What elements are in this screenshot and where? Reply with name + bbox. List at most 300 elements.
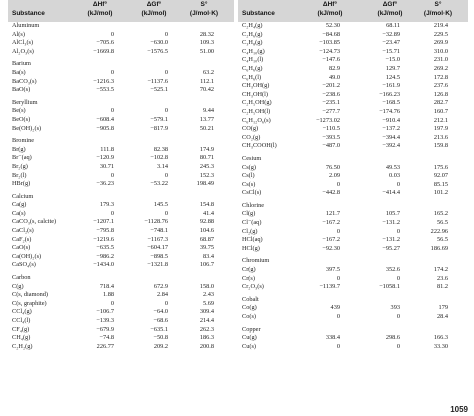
enthalpy-cell: 0	[336, 227, 340, 235]
gibbs-cell: 49.53	[385, 163, 400, 171]
substance-cell: Cr(g)	[242, 266, 256, 274]
header-entropy-unit: (J/mol·K)	[189, 10, 219, 17]
entropy-cell: 200.8	[199, 342, 214, 350]
section-heading	[238, 296, 468, 305]
substance-cell: C₂H₆(g)	[242, 30, 263, 38]
table-row	[238, 48, 468, 57]
entropy-cell: 165.2	[433, 210, 448, 218]
table-row	[8, 210, 234, 219]
element-name: Chlorine	[242, 201, 265, 209]
enthalpy-cell: −1216.3	[93, 77, 114, 85]
table-row	[8, 146, 234, 155]
substance-cell: Cr(s)	[242, 274, 255, 282]
gibbs-cell: −635.1	[150, 325, 168, 333]
entropy-cell: 166.3	[433, 334, 448, 342]
table-row	[8, 326, 234, 335]
table-row	[238, 334, 468, 343]
table-row	[8, 291, 234, 300]
gibbs-cell: 68.11	[386, 22, 400, 29]
enthalpy-cell: 49.0	[328, 73, 340, 81]
gibbs-cell: −1128.76	[144, 218, 168, 226]
enthalpy-cell: 439	[330, 304, 340, 312]
element-name: Carbon	[12, 274, 31, 282]
entropy-cell: 56.5	[436, 219, 448, 227]
gibbs-cell: −68.6	[153, 317, 168, 324]
entropy-cell: 9.44	[202, 107, 214, 115]
gibbs-cell: −131.2	[382, 236, 400, 244]
enthalpy-cell: 338.4	[325, 334, 340, 342]
table-row	[8, 244, 234, 253]
entropy-cell: 222.96	[430, 227, 448, 235]
entropy-cell: 154.8	[199, 201, 214, 209]
substance-cell: C₂H₄(g)	[242, 22, 263, 29]
entropy-cell: 159.8	[433, 142, 448, 150]
substance-cell: C₄H₁₀(g)	[242, 47, 265, 55]
entropy-cell: 13.77	[199, 115, 214, 123]
substance-cell: C₄H₁₀(l)	[242, 56, 264, 64]
table-row	[8, 236, 234, 245]
enthalpy-cell: −635.5	[96, 244, 114, 252]
entropy-cell: 245.3	[199, 162, 214, 170]
table-row	[238, 142, 468, 151]
entropy-cell: 179	[438, 304, 448, 312]
gibbs-cell: 0	[164, 68, 168, 76]
gibbs-cell: −137.2	[382, 125, 400, 133]
table-row	[8, 180, 234, 189]
entropy-cell: 126.8	[433, 90, 448, 98]
substance-cell: C(g)	[12, 282, 24, 290]
substance-cell: HCl(aq)	[242, 236, 263, 244]
table-body	[8, 22, 234, 351]
header-substance: Substance	[12, 10, 45, 17]
gibbs-cell: 0	[164, 209, 168, 217]
substance-cell: HBr(g)	[12, 180, 31, 188]
substance-cell: Br₂(g)	[12, 162, 28, 170]
table-body	[238, 22, 468, 351]
table-row	[8, 39, 234, 48]
table-row	[8, 201, 234, 210]
section-heading	[238, 202, 468, 211]
substance-cell: C(s, diamond)	[12, 291, 49, 299]
gibbs-cell: 2.84	[156, 291, 168, 299]
table-row	[8, 261, 234, 270]
section-heading	[8, 193, 234, 202]
substance-cell: CaCl₂(s)	[12, 227, 34, 235]
substance-cell: Co(s)	[242, 313, 256, 320]
table-row	[238, 22, 468, 31]
section-heading	[8, 274, 234, 283]
substance-cell: C(s, graphite)	[12, 299, 47, 307]
table-row	[8, 163, 234, 172]
enthalpy-cell: −120.9	[96, 154, 114, 162]
table-row	[8, 69, 234, 78]
substance-cell: CH₃COOH(l)	[242, 142, 277, 150]
enthalpy-cell: −110.5	[322, 125, 340, 133]
entropy-cell: 219.4	[433, 22, 448, 29]
table-row	[8, 317, 234, 326]
gibbs-cell: −910.4	[382, 116, 400, 124]
table-row	[8, 334, 234, 343]
element-name: Cesium	[242, 154, 262, 162]
entropy-cell: 51.00	[199, 47, 214, 55]
thermo-table-right	[238, 0, 468, 402]
gibbs-cell: 672.9	[153, 282, 168, 290]
substance-cell: Al₂O₃(s)	[12, 47, 34, 55]
enthalpy-cell: −147.6	[322, 56, 340, 64]
entropy-cell: 28.4	[436, 313, 448, 320]
enthalpy-cell: 0	[110, 68, 114, 76]
entropy-cell: 237.6	[433, 82, 448, 90]
enthalpy-cell: −74.8	[99, 334, 114, 342]
entropy-cell: 101.2	[433, 189, 448, 197]
entropy-cell: 104.6	[199, 227, 214, 235]
substance-cell: BaO(s)	[12, 86, 31, 94]
gibbs-cell: 0.03	[388, 172, 400, 180]
table-row	[238, 74, 468, 83]
gibbs-cell: −102.8	[150, 154, 168, 162]
entropy-cell: 269.9	[433, 39, 448, 47]
entropy-cell: 152.3	[199, 171, 214, 179]
substance-cell: Ba(s)	[12, 68, 26, 76]
entropy-cell: 85.15	[433, 180, 448, 188]
enthalpy-cell: 0	[336, 313, 340, 320]
enthalpy-cell: 111.8	[100, 145, 114, 153]
enthalpy-cell: 226.77	[96, 342, 114, 350]
substance-cell: Be(OH)₂(s)	[12, 124, 42, 132]
header-entropy-unit: (J/mol·K)	[423, 10, 453, 17]
gibbs-cell: 352.6	[385, 266, 400, 274]
substance-cell: Cs(s)	[242, 180, 256, 188]
substance-cell: Al(s)	[12, 30, 25, 38]
substance-cell: BaCO₃(s)	[12, 77, 37, 85]
enthalpy-cell: 1.88	[102, 291, 114, 299]
header-enthalpy-unit: (kJ/mol)	[87, 10, 113, 17]
header-gibbs-unit: (kJ/mol)	[141, 10, 167, 17]
gibbs-cell: 0	[396, 342, 400, 350]
entropy-cell: 174.9	[199, 145, 214, 153]
enthalpy-cell: −1219.6	[93, 235, 114, 243]
substance-cell: Br(g)	[12, 145, 26, 153]
substance-cell: CF₄(g)	[12, 325, 30, 333]
gibbs-cell: −579.1	[150, 115, 168, 123]
substance-cell: CaCO₃(s, calcite)	[12, 218, 57, 226]
table-row	[8, 283, 234, 292]
table-row	[238, 108, 468, 117]
element-name: Bromine	[12, 137, 35, 145]
table-row	[8, 78, 234, 87]
entropy-cell: 2.43	[202, 291, 214, 299]
gibbs-cell: −23.47	[382, 39, 400, 47]
gibbs-cell: 393	[390, 304, 400, 312]
table-row	[238, 245, 468, 254]
entropy-cell: 262.3	[199, 325, 214, 333]
enthalpy-cell: −92.30	[322, 244, 340, 252]
entropy-cell: 106.7	[199, 261, 214, 269]
entropy-cell: 81.2	[436, 283, 448, 291]
gibbs-cell: 0	[396, 180, 400, 188]
section-heading	[238, 155, 468, 164]
entropy-cell: 41.4	[202, 209, 214, 217]
substance-cell: Ca(OH)₂(s)	[12, 252, 42, 260]
gibbs-cell: −898.5	[150, 252, 168, 260]
substance-cell: Ca(s)	[12, 209, 26, 217]
table-row	[238, 117, 468, 126]
enthalpy-cell: −139.3	[96, 317, 114, 324]
gibbs-cell: 0	[396, 274, 400, 282]
element-name: Calcium	[12, 192, 34, 200]
gibbs-cell: −15.0	[385, 56, 400, 64]
substance-cell: CH₃OH(l)	[242, 90, 268, 98]
substance-cell: AlCl₃(s)	[12, 39, 34, 47]
entropy-cell: 212.1	[433, 116, 448, 124]
enthalpy-cell: 0	[110, 209, 114, 217]
table-row	[238, 236, 468, 245]
enthalpy-cell: 0	[336, 274, 340, 282]
table-row	[238, 56, 468, 65]
enthalpy-cell: −1273.02	[315, 116, 340, 124]
table-row	[238, 164, 468, 173]
gibbs-cell: 0	[164, 299, 168, 307]
enthalpy-cell: −905.8	[96, 124, 114, 132]
substance-cell: C₂H₅OH(g)	[242, 99, 272, 107]
table-row	[238, 91, 468, 100]
enthalpy-cell: 76.50	[325, 163, 340, 171]
gibbs-cell: −166.23	[379, 90, 400, 98]
enthalpy-cell: −1434.0	[93, 261, 114, 269]
section-heading	[8, 22, 234, 31]
gibbs-cell: −1137.6	[147, 77, 168, 85]
table-row	[8, 31, 234, 40]
section-heading	[8, 137, 234, 146]
section-heading	[238, 326, 468, 335]
enthalpy-cell: −124.73	[319, 47, 340, 55]
entropy-cell: 70.42	[199, 86, 214, 94]
entropy-cell: 231.0	[433, 56, 448, 64]
gibbs-cell: −414.4	[382, 189, 400, 197]
enthalpy-cell: −277.7	[322, 107, 340, 115]
table-row	[238, 343, 468, 352]
gibbs-cell: −95.27	[382, 244, 400, 252]
substance-cell: C₃H₈(g)	[242, 39, 263, 47]
entropy-cell: 68.87	[199, 235, 214, 243]
enthalpy-cell: −84.68	[322, 30, 340, 38]
enthalpy-cell: −553.5	[96, 86, 114, 94]
substance-cell: CsCl(s)	[242, 189, 262, 197]
substance-cell: Cu(s)	[242, 342, 256, 350]
entropy-cell: 174.2	[433, 266, 448, 274]
table-row	[8, 218, 234, 227]
substance-cell: Cs(l)	[242, 172, 255, 180]
substance-cell: CaF₂(s)	[12, 235, 32, 243]
gibbs-cell: −15.71	[382, 47, 400, 55]
gibbs-cell: −53.22	[150, 180, 168, 188]
enthalpy-cell: 718.4	[99, 282, 114, 290]
gibbs-cell: 0	[164, 107, 168, 115]
header-gibbs: ΔGf°	[146, 1, 162, 8]
enthalpy-cell: 0	[336, 180, 340, 188]
enthalpy-cell: −1669.8	[93, 47, 114, 55]
gibbs-cell: 298.6	[385, 334, 400, 342]
gibbs-cell: −604.17	[147, 244, 168, 252]
enthalpy-cell: 30.71	[99, 162, 114, 170]
entropy-cell: 186.69	[430, 244, 448, 252]
table-header	[8, 0, 234, 22]
enthalpy-cell: 397.5	[325, 266, 340, 274]
gibbs-cell: −174.76	[379, 107, 400, 115]
substance-cell: HCl(g)	[242, 244, 260, 252]
table-row	[238, 134, 468, 143]
element-name: Cobalt	[242, 295, 259, 303]
substance-cell: C₆H₁₂O₆(s)	[242, 116, 271, 124]
table-row	[238, 39, 468, 48]
substance-cell: Cr₂O₃(s)	[242, 283, 264, 291]
gibbs-cell: 82.38	[153, 145, 168, 153]
table-row	[8, 300, 234, 309]
header-substance: Substance	[242, 10, 275, 17]
enthalpy-cell: 0	[110, 171, 114, 179]
entropy-cell: 50.21	[199, 124, 214, 132]
entropy-cell: 56.5	[436, 236, 448, 244]
gibbs-cell: 105.7	[385, 210, 400, 218]
entropy-cell: 112.1	[200, 77, 214, 85]
enthalpy-cell: 2.09	[328, 172, 340, 180]
entropy-cell: 33.30	[433, 342, 448, 350]
entropy-cell: 109.3	[199, 39, 214, 47]
gibbs-cell: −1321.8	[147, 261, 168, 269]
substance-cell: Br₂(l)	[12, 171, 27, 179]
gibbs-cell: 209.2	[153, 342, 168, 350]
entropy-cell: 158.0	[199, 282, 214, 290]
substance-cell: C₆H₆(l)	[242, 73, 262, 81]
table-row	[8, 48, 234, 57]
section-heading	[238, 257, 468, 266]
enthalpy-cell: −238.6	[322, 90, 340, 98]
table-row	[238, 228, 468, 237]
enthalpy-cell: −167.2	[322, 219, 340, 227]
substance-cell: Cl⁻(aq)	[242, 219, 262, 227]
table-row	[238, 99, 468, 108]
enthalpy-cell: −442.8	[322, 189, 340, 197]
entropy-cell: 80.71	[199, 154, 214, 162]
entropy-cell: 186.3	[199, 334, 214, 342]
entropy-cell: 214.4	[199, 317, 214, 324]
gibbs-cell: −50.8	[153, 334, 168, 342]
substance-cell: CCl₄(l)	[12, 317, 31, 324]
table-row	[238, 31, 468, 40]
gibbs-cell: −32.89	[382, 30, 400, 38]
table-row	[238, 189, 468, 198]
header-enthalpy: ΔHf°	[92, 1, 108, 8]
section-heading	[8, 99, 234, 108]
substance-cell: BeO(s)	[12, 115, 31, 123]
enthalpy-cell: −705.6	[96, 39, 114, 47]
enthalpy-cell: 121.7	[325, 210, 340, 218]
entropy-cell: 213.6	[433, 133, 448, 141]
gibbs-cell: −1576.5	[147, 47, 168, 55]
substance-cell: C₆H₆(g)	[242, 64, 263, 72]
enthalpy-cell: −36.23	[96, 180, 114, 188]
entropy-cell: 175.6	[433, 163, 448, 171]
element-name: Chromium	[242, 257, 270, 265]
gibbs-cell: −1167.3	[147, 235, 168, 243]
substance-cell: Co(g)	[242, 304, 257, 312]
gibbs-cell: −392.4	[382, 142, 400, 150]
table-row	[8, 172, 234, 181]
enthalpy-cell: −106.7	[96, 308, 114, 316]
table-row	[238, 304, 468, 313]
entropy-cell: 23.6	[436, 274, 448, 282]
substance-cell: CH₄(g)	[12, 334, 31, 342]
table-row	[238, 283, 468, 292]
table-row	[238, 172, 468, 181]
element-name: Aluminum	[12, 22, 40, 29]
table-row	[238, 181, 468, 190]
section-heading	[8, 60, 234, 69]
enthalpy-cell: −795.8	[96, 227, 114, 235]
enthalpy-cell: −679.9	[96, 325, 114, 333]
table-row	[8, 125, 234, 134]
thermo-table-left	[8, 0, 234, 402]
gibbs-cell: −748.1	[150, 227, 168, 235]
gibbs-cell: 0	[396, 313, 400, 320]
gibbs-cell: −630.0	[150, 39, 168, 47]
enthalpy-cell: −235.1	[322, 99, 340, 107]
gibbs-cell: 0	[396, 227, 400, 235]
header-enthalpy-unit: (kJ/mol)	[317, 10, 343, 17]
gibbs-cell: −131.2	[382, 219, 400, 227]
substance-cell: Cl(g)	[242, 210, 256, 218]
table-row	[238, 219, 468, 228]
header-gibbs: ΔGf°	[382, 1, 398, 8]
entropy-cell: 197.9	[433, 125, 448, 133]
entropy-cell: 229.5	[433, 30, 448, 38]
enthalpy-cell: 0	[336, 342, 340, 350]
substance-cell: Br⁻(aq)	[12, 154, 32, 162]
entropy-cell: 269.2	[433, 64, 448, 72]
enthalpy-cell: 82.9	[328, 64, 340, 72]
substance-cell: CaO(s)	[12, 244, 31, 252]
substance-cell: Cl₂(g)	[242, 227, 258, 235]
gibbs-cell: 3.14	[156, 162, 168, 170]
enthalpy-cell: −1139.7	[319, 283, 340, 291]
table-row	[8, 253, 234, 262]
entropy-cell: 310.0	[433, 47, 448, 55]
substance-cell: Be(s)	[12, 107, 26, 115]
entropy-cell: 309.4	[199, 308, 214, 316]
gibbs-cell: −525.1	[150, 86, 168, 94]
entropy-cell: 63.2	[202, 68, 214, 76]
enthalpy-cell: 0	[110, 107, 114, 115]
table-row	[238, 125, 468, 134]
entropy-cell: 5.69	[202, 299, 214, 307]
table-row	[8, 308, 234, 317]
substance-cell: C₂H₂(g)	[12, 342, 33, 350]
substance-cell: Cu(g)	[242, 334, 257, 342]
enthalpy-cell: −393.5	[322, 133, 340, 141]
table-row	[238, 266, 468, 275]
gibbs-cell: −168.5	[382, 99, 400, 107]
gibbs-cell: 124.5	[385, 73, 400, 81]
entropy-cell: 28.32	[199, 30, 214, 38]
entropy-cell: 83.4	[202, 252, 214, 260]
substance-cell: C₂H₅OH(l)	[242, 107, 271, 115]
enthalpy-cell: 0	[110, 299, 114, 307]
substance-cell: Cs(g)	[242, 163, 256, 171]
header-entropy: S°	[200, 1, 208, 8]
table-row	[238, 210, 468, 219]
gibbs-cell: −64.0	[153, 308, 168, 316]
enthalpy-cell: −201.2	[322, 82, 340, 90]
